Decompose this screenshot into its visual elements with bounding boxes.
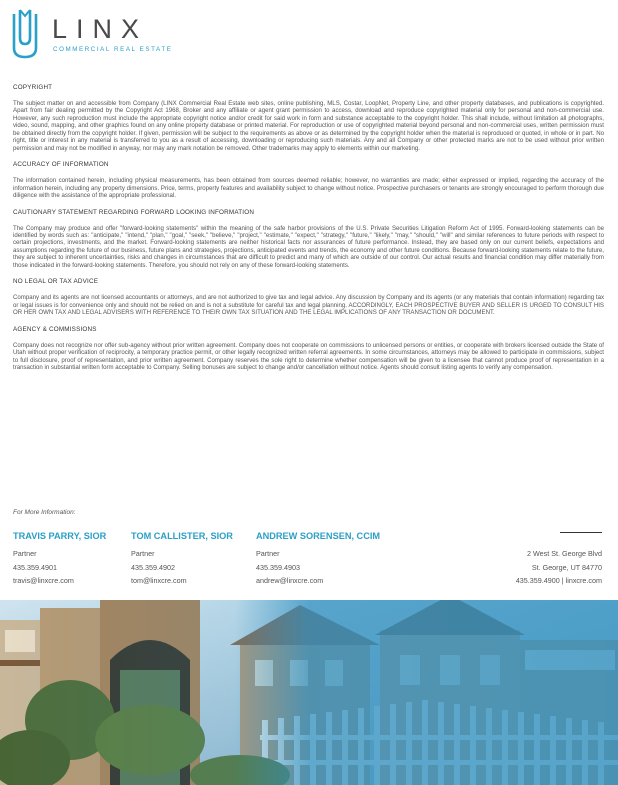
street-scene-photo (0, 600, 618, 785)
section-copyright (13, 84, 604, 152)
contact-travis (13, 531, 107, 585)
office-city: St. George, UT 84770 (531, 563, 602, 572)
office-street: 2 West St. George Blvd (527, 549, 602, 558)
photo-illustration (0, 600, 618, 785)
section-title: COPYRIGHT (13, 84, 53, 91)
section-accuracy (13, 161, 604, 199)
linx-logo-icon (12, 8, 38, 60)
office-phone-web[interactable]: 435.359.4900 | linxcre.com (515, 576, 602, 585)
section-title: NO LEGAL OR TAX ADVICE (13, 278, 99, 286)
section-agency (13, 326, 604, 372)
section-legal-tax (13, 278, 604, 316)
contact-email[interactable]: tom@linxcre.com (131, 576, 187, 585)
contact-email[interactable]: andrew@linxcre.com (256, 576, 324, 585)
contact-role: Partner (256, 549, 280, 558)
section-forward-looking (13, 209, 604, 270)
logo-wordmark: LINX (52, 14, 149, 44)
section-body: Company and its agents are not licensed accountants or attorneys, and are not authorized to give tax and legal advice. Any discussion by Company and its agents (or any materials that contain information) regarding tax or legal issues is for convenience only and should not be relied on and is not a substitute for careful tax and legal planning. ACCORDINGLY, EACH PROSPECTIVE BUYER AND SELLER IS URGED TO CONSULT HIS OR HER OWN TAX AND LEGAL ADVISERS WITH REFERENCE TO THEIR OWN TAX SITUATION AND THE LEGAL IMPLICATIONS OF ANY TRANSACTION OR DOCUMENT. (13, 294, 604, 317)
contact-name: ANDREW SORENSEN, CCIM (256, 531, 381, 541)
section-body: The subject matter on and accessible from Company (LINX Commercial Real Estate web sites, online publishing, MLS, Costar, LoopNet, Property Line, and other property databases, and publications is copyrighted. Apart from fair dealing permitted by the Copyright Act 1968, Broker and any affiliate or agent grant permission to access, download and reproduce copyrighted material only for personal and non-commercial use. However, any such reproduction must include the appropriate copyright notice and/or credit for said work in form and substance acceptable to the copyright holder. This shall include, without limitation all photographs, video, sound, mapping, and other graphics found on any online property database or printed material. For reproduction or use of copyrighted material beyond personal and non-commercial uses, written permission must be obtained directly from the copyright holder. If given, permission will be subject to the requirements as above or as determined by the copyright holder when the material is reproduced or quoted, in whole or in part. No right, title or interest in any material is transferred to you as a result of accessing, downloading or reproducing such materials. Any and all Company or other protected marks are not to be used without prior written permission and may not be modified in anyway, nor may any mark notation be removed. Other trademarks may apply to elements within our marketing. (13, 100, 604, 152)
section-body: The information contained herein, including physical measurements, has been obtained from sources deemed reliable; however, no warranties are made; either expressed or implied, regarding the accuracy of the information herein, including any property dimensions. Price, terms, property features and availability subject to change without notice. Prospective purchasers or tenants are strongly encouraged to perform thorough due diligence with the assistance of the appropriate professional. (13, 177, 604, 200)
contact-role: Partner (13, 549, 37, 558)
contact-phone[interactable]: 435.359.4901 (13, 563, 57, 572)
contact-email[interactable]: travis@linxcre.com (13, 576, 74, 585)
contact-phone[interactable]: 435.359.4902 (131, 563, 175, 572)
disclaimer-content (13, 84, 604, 380)
office-divider (560, 532, 602, 533)
header (12, 8, 312, 60)
contact-role: Partner (131, 549, 155, 558)
section-title: ACCURACY OF INFORMATION (13, 161, 109, 169)
section-title: CAUTIONARY STATEMENT REGARDING FORWARD LOOKING INFORMATION (13, 208, 255, 216)
contact-andrew (256, 531, 381, 585)
logo-subtitle: COMMERCIAL REAL ESTATE (53, 46, 173, 53)
contact-name: TOM CALLISTER, SIOR (131, 531, 233, 541)
section-body: The Company may produce and offer "forward-looking statements" within the meaning of the safe harbor provisions of the U.S. Private Securities Litigation Reform Act of 1995. Forward-looking statements can be identified by words such as: "anticipate," "intend," "plan," "goal," "seek," "believe," "project," "estimate," "expect," "strategy," "future," "likely," "may," "should," "will" and similar references to future periods with respect to certain projections, investments, and the market. Forward-looking statements are neither historical facts nor assurances of future performance. Instead, they are based only on our current beliefs, expectations and assumptions regarding the future of our business, future plans and strategies, projections, anticipated events and trends, the economy and other future conditions. Because forward-looking statements relate to the future, they are subject to inherent uncertainties, risks and changes in circumstances that are difficult to predict and many of which are outside of our control. Our actual results and financial condition may differ materially from those indicated in the forward-looking statements. Therefore, you should not rely on any of these forward-looking statements. (13, 224, 604, 269)
contact-tom (131, 531, 233, 585)
section-body: Company does not recognize nor offer sub-agency without prior written agreement. Company does not cooperate on commissions to unlicensed persons or entities, or cooperate with brokers licensed outside the State of Utah without proper verification of reciprocity, a temporary practice permit, or other legally recognized written referral agreements. In some circumstances, attorneys may be allowed to participate in commissions, subject to full disclosure, proof of representation, and prior written agreement. Company reserves the sole right to determine whether compensation will be given to a licensee that cannot produce proof of representation in a transaction in substantial written form acceptable to Company. Selling bonuses are subject to change and/or cancellation without notice. Agents should consult listing agents to verify any compensation. (13, 341, 604, 371)
more-info-label: For More Information: (13, 509, 76, 516)
section-title: AGENCY & COMMISSIONS (13, 325, 97, 333)
contact-name: TRAVIS PARRY, SIOR (13, 531, 107, 541)
contact-phone[interactable]: 435.359.4903 (256, 563, 300, 572)
